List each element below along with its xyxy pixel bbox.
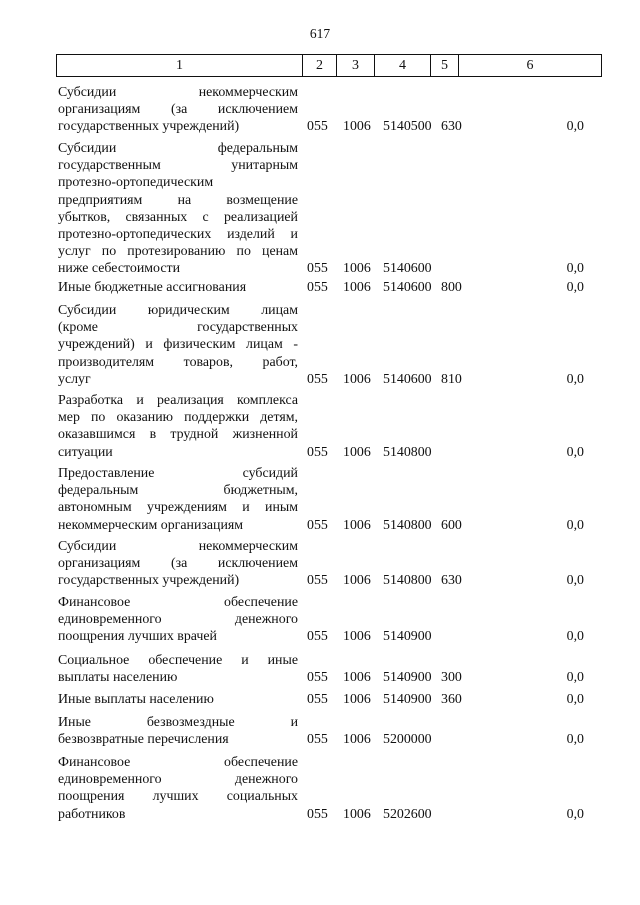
cell-c2: 055	[307, 279, 328, 295]
cell-c2: 055	[307, 517, 328, 533]
cell-c6: 0,0	[566, 119, 584, 135]
cell-c4: 5140900	[383, 691, 432, 707]
cell-c5: 800	[441, 279, 462, 295]
cell-c5: 630	[441, 119, 462, 135]
row-name-line: Субсидии некоммерческим	[58, 539, 298, 554]
row-name	[58, 652, 298, 686]
row-name-line: некоммерческим организациям	[58, 517, 244, 533]
cell-c4: 5200000	[383, 732, 432, 748]
table-row	[56, 538, 601, 590]
cell-c4: 5202600	[383, 806, 432, 822]
table-row	[56, 754, 601, 823]
cell-c3: 1006	[343, 371, 371, 387]
row-name	[58, 538, 298, 590]
cell-c4: 5140800	[383, 517, 432, 533]
row-name-line: Социальное обеспечение и иные	[58, 653, 298, 668]
row-name-line: организациям (за исключением	[58, 556, 298, 572]
row-name-line: учреждений) и физическим лицам -	[58, 337, 298, 353]
row-name-line: федеральным бюджетным,	[58, 483, 298, 499]
row-name-line: безвозвратные перечисления	[58, 732, 229, 748]
row-name-line: Субсидии федеральным	[58, 141, 298, 156]
row-name-line: услуг	[58, 371, 91, 387]
row-name-line: государственных учреждений)	[58, 119, 240, 135]
cell-c3: 1006	[343, 279, 371, 295]
table-row	[56, 465, 601, 534]
row-name-line: единовременного денежного	[58, 772, 298, 788]
row-name-line: поощрения лучших социальных	[58, 789, 298, 805]
row-name-line: убытков, связанных с реализацией	[58, 209, 298, 225]
cell-c2: 055	[307, 691, 328, 707]
row-name-line: единовременного денежного	[58, 612, 298, 628]
cell-c6: 0,0	[566, 371, 584, 387]
cell-c3: 1006	[343, 691, 371, 707]
cell-c4: 5140800	[383, 573, 432, 589]
cell-c3: 1006	[343, 517, 371, 533]
cell-c2: 055	[307, 444, 328, 460]
cell-c3: 1006	[343, 261, 371, 277]
row-name-line: мер по оказанию поддержки детям,	[58, 410, 298, 426]
row-name	[58, 754, 298, 823]
cell-c6: 0,0	[566, 517, 584, 533]
cell-c4: 5140900	[383, 629, 432, 645]
cell-c3: 1006	[343, 629, 371, 645]
header-col-2: 2	[303, 55, 337, 77]
row-name-line: Субсидии некоммерческим	[58, 85, 298, 100]
cell-c2: 055	[307, 119, 328, 135]
row-name-line: поощрения лучших врачей	[58, 629, 217, 645]
row-name-line: протезно-ортопедическим	[58, 175, 214, 191]
cell-c4: 5140600	[383, 261, 432, 277]
cell-c2: 055	[307, 670, 328, 686]
cell-c6: 0,0	[566, 629, 584, 645]
row-name-line: Разработка и реализация комплекса	[58, 393, 298, 408]
header-col-6: 6	[459, 55, 602, 77]
table-row	[56, 279, 601, 296]
cell-c2: 055	[307, 629, 328, 645]
row-name	[58, 594, 298, 646]
table-row	[56, 714, 601, 748]
table-row	[56, 84, 601, 136]
cell-c3: 1006	[343, 573, 371, 589]
table-row	[56, 652, 601, 686]
row-name-line: предприятиям на возмещение	[58, 192, 298, 208]
row-name-line: производителям товаров, работ,	[58, 354, 298, 370]
cell-c6: 0,0	[566, 670, 584, 686]
row-name-line: Финансовое обеспечение	[58, 755, 298, 770]
table-row	[56, 302, 601, 388]
cell-c3: 1006	[343, 806, 371, 822]
row-name	[58, 465, 298, 534]
row-name-line: автономным учреждениям и иным	[58, 500, 298, 516]
row-name-line: государственных учреждений)	[58, 573, 240, 589]
cell-c2: 055	[307, 371, 328, 387]
cell-c5: 360	[441, 691, 462, 707]
cell-c6: 0,0	[566, 806, 584, 822]
header-col-3: 3	[337, 55, 375, 77]
row-name-line: ниже себестоимости	[58, 261, 180, 277]
cell-c3: 1006	[343, 119, 371, 135]
row-name-line: работников	[58, 806, 126, 822]
cell-c2: 055	[307, 806, 328, 822]
cell-c5: 810	[441, 371, 462, 387]
table-row	[56, 691, 601, 708]
cell-c2: 055	[307, 261, 328, 277]
row-name-line: Субсидии юридическим лицам	[58, 303, 298, 318]
cell-c6: 0,0	[566, 573, 584, 589]
row-name-line: Иные бюджетные ассигнования	[58, 280, 247, 295]
table-row	[56, 392, 601, 461]
table-row	[56, 594, 601, 646]
page-number: 617	[309, 26, 331, 41]
cell-c4: 5140900	[383, 670, 432, 686]
cell-c4: 5140500	[383, 119, 432, 135]
cell-c3: 1006	[343, 732, 371, 748]
row-name-line: выплаты населению	[58, 670, 178, 686]
row-name-line: Иные выплаты населению	[58, 692, 214, 707]
row-name-line: услуг по протезированию по ценам	[58, 244, 298, 260]
row-name	[58, 302, 298, 388]
cell-c4: 5140800	[383, 444, 432, 460]
cell-c6: 0,0	[566, 691, 584, 707]
table-header	[56, 54, 602, 77]
row-name-line: Иные безвозмездные и	[58, 715, 298, 730]
row-name	[58, 279, 298, 296]
row-name-line: государственным унитарным	[58, 158, 298, 174]
cell-c4: 5140600	[383, 279, 432, 295]
cell-c5: 300	[441, 670, 462, 686]
cell-c6: 0,0	[566, 279, 584, 295]
row-name	[58, 714, 298, 748]
cell-c6: 0,0	[566, 732, 584, 748]
row-name	[58, 691, 298, 708]
row-name-line: протезно-ортопедических изделий и	[58, 227, 298, 243]
cell-c5: 600	[441, 517, 462, 533]
header-col-1: 1	[57, 55, 303, 77]
row-name-line: (кроме государственных	[58, 320, 298, 336]
row-name	[58, 84, 298, 136]
cell-c3: 1006	[343, 670, 371, 686]
cell-c2: 055	[307, 573, 328, 589]
cell-c5: 630	[441, 573, 462, 589]
table-row	[56, 140, 601, 278]
row-name-line: Финансовое обеспечение	[58, 595, 298, 610]
cell-c6: 0,0	[566, 261, 584, 277]
row-name	[58, 392, 298, 461]
row-name-line: оказавшимся в трудной жизненной	[58, 427, 298, 443]
row-name	[58, 140, 298, 278]
row-name-line: Предоставление субсидий	[58, 466, 298, 481]
header-col-5: 5	[431, 55, 459, 77]
cell-c6: 0,0	[566, 444, 584, 460]
header-col-4: 4	[375, 55, 431, 77]
cell-c4: 5140600	[383, 371, 432, 387]
cell-c2: 055	[307, 732, 328, 748]
row-name-line: организациям (за исключением	[58, 102, 298, 118]
cell-c3: 1006	[343, 444, 371, 460]
row-name-line: ситуации	[58, 444, 113, 460]
